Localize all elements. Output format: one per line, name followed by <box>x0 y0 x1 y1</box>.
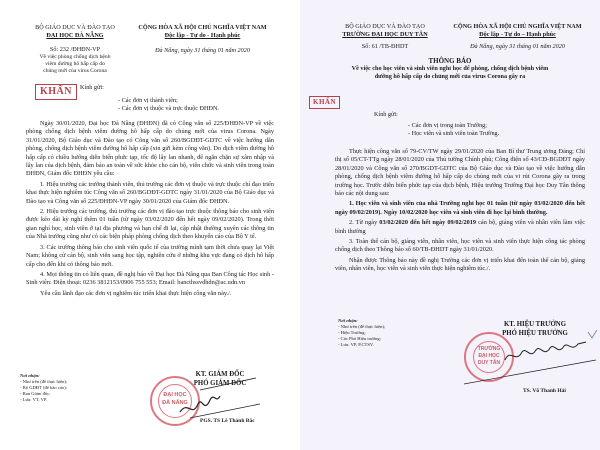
distribution-item: - Các Phó Hiệu trưởng; <box>338 336 381 341</box>
document-number: Số: 61 /TB-ĐHDT <box>361 43 409 50</box>
institution-name: TRƯỜNG ĐẠI HỌC DUY TÂN <box>342 31 428 38</box>
distribution-title: Nơi nhận: <box>20 373 40 378</box>
distribution-list <box>20 373 67 403</box>
header-right-block <box>445 23 590 51</box>
institution-name: ĐẠI HỌC ĐÀ NẴNG <box>46 32 104 39</box>
seal-text: DUY TÂN <box>477 360 501 366</box>
seal-text: ĐẠI HỌC <box>163 392 187 398</box>
subject-line: chủng mới của virus Corona <box>43 68 107 74</box>
item-paragraph: 1. Học viên và sinh viên của nhà Trường nghỉ học 01 tuần (từ ngày 03/02/2020 đến hết ngày 09/02/2019). Ngày 10/02/2020 học viên và sinh viên đi học lại bình thường. <box>335 200 585 216</box>
seal-text: ĐÀ NẴNG <box>162 400 188 406</box>
distribution-item: - Lưu: VT, VP. <box>20 397 48 402</box>
distribution-item: - Hiệu Trưởng; <box>338 330 366 335</box>
item-paragraph: 3. Các trường thông báo cho sinh viên quốc tế của trường mình tạm thời chưa quay lại Việt Nam; không cử cán bộ, sinh viên sang học tập, nghiên cứu ở những khu vực đang có dịch hô hấp cấp cho đến khi có thông báo mới. <box>26 243 274 268</box>
nation-name: CỘNG HÒA XÃ HỘI CHỦ NGHĨA VIỆT NAM <box>453 23 582 30</box>
signature-line-2: PHÓ HIỆU TRƯỞNG <box>502 329 568 337</box>
item-paragraph: 2. Hiệu trưởng các trường, thủ trưởng các đơn vị đào tạo trực thuộc thông báo cho sinh viên được kéo dài kỳ nghỉ thêm 01 tuần (từ ngày 03/02/2020 đến hết ngày 09/02/2020). Trong thời gian nghỉ học, sinh viên ở tại địa phương và hạn chế đi lại, cập nhật thường xuyên các thông tin của Nhà trường cũng như có các biện pháp phòng chống dịch theo khuyến cáo của Bộ Y tế. <box>26 208 274 241</box>
distribution-list <box>338 318 385 348</box>
notice-title: THÔNG BÁO <box>428 57 472 65</box>
signature-line-2: PHÓ GIÁM ĐỐC <box>193 379 247 387</box>
recipient-item: - Các đơn vị thành viên; <box>118 97 178 104</box>
urgent-stamp: KHẨN <box>309 96 340 109</box>
closing-paragraph: Yêu cầu lãnh đạo các đơn vị nghiêm túc triển khai thực hiện công văn này./. <box>40 289 232 297</box>
item-paragraph: 1. Hiệu trưởng các trường thành viên, thủ trưởng các đơn vị thuộc và trực thuộc chỉ đạo triển khai thực hiện nghiêm túc Công văn số 260/BGDĐT-GDTC ngày 31/01/2020 của Bộ Giáo dục và Đào tạo và Công văn số 225/ĐHĐN-VP ngày 30/01/2020 của Giám đốc ĐHĐN. <box>26 180 275 205</box>
recipient-item: - Các đơn vị trong toàn Trường; <box>408 122 487 129</box>
body-text <box>26 120 274 300</box>
ministry-name: BỘ GIÁO DỤC VÀ ĐÀO TẠO <box>345 23 425 30</box>
ministry-name: BỘ GIÁO DỤC VÀ ĐÀO TẠO <box>35 24 115 31</box>
recipient-item: - Học viên và sinh viên toàn Trường. <box>408 130 500 137</box>
document-dtu <box>300 0 600 450</box>
recipient-list <box>408 122 499 138</box>
nation-name: CỘNG HÒA XÃ HỘI CHỦ NGHĨA VIỆT NAM <box>138 24 267 31</box>
distribution-item: - Ban Giám đốc; <box>20 391 51 396</box>
intro-paragraph: Thực hiện công văn số 79-CV/TW ngày 29/01/2020 của Ban Bí thư Trung ương Đảng; Chỉ thị số 05/CT-TTg ngày 28/01/2020 của Thủ tướng Chính phủ; Công điện số 43/CĐ-BGDĐT ngày 28/01/2020 và Công văn số 270/BGDT-GDTC của Bộ Giáo dục và Đào tạo về việc hướng dẫn phòng, chống dịch bệnh viêm đường hô hấp cấp do chủng mới của vi rút Corona gây ra trong trường học. Trước diễn biến phức tạp của dịch bệnh, Hiệu trưởng Trường Đại học Duy Tân thông báo các nội dung sau: <box>335 148 585 198</box>
distribution-item: - Bộ GDĐT (để báo cáo); <box>20 385 67 390</box>
item-paragraph: 3. Toàn thể cán bộ, giảng viên, nhân viên, học viên và sinh viên thực hiện công tác phòng chống dịch theo Thông báo số 60/TB-ĐHDT ngày 31/01/2020. <box>335 238 585 254</box>
recipient-item: - Các đơn vị thuộc và trực thuộc ĐHĐN. <box>118 105 219 112</box>
subject-line: Về việc phòng chống dịch bệnh <box>39 54 111 60</box>
signature-line-1: KT. GIÁM ĐỐC <box>195 371 245 378</box>
body-text <box>335 148 585 276</box>
recipient-list <box>118 97 219 113</box>
motto: Độc lập - Tự do - Hạnh phúc <box>164 32 241 39</box>
intro-paragraph: Ngày 30/01/2020, Đại học Đà Nẵng (ĐHĐN) đã có Công văn số 225/ĐHĐN-VP về việc phòng chống dịch bệnh viêm đường hô hấp cấp do chủng mới của virus Corona. Ngày 31/01/2020, Bộ Giáo dục và Đào tạo có Công văn số 260/BGDĐT-GDTC về việc hướng dẫn phòng, chống dịch bệnh viêm đường hô hấp cấp (xin gửi kèm công văn). Do dịch viêm đường hô hấp cấp có chiều hướng diễn biến phức tạp, tốc độ lây lan nhanh, để ngăn chặn sự xâm nhập và lây lan của dịch bệnh, đảm bảo an toàn về sức khỏe cho cán bộ, viên chức và sinh viên trong toàn ĐHĐN, Giám đốc ĐHĐN yêu cầu: <box>26 120 274 178</box>
signer-name: TS. Võ Thanh Hải <box>523 388 566 394</box>
closing-paragraph: Nhận được Thông báo này đề nghị Trường các đơn vị triển khai đến toàn thể cán bộ, giảng viên, nhân viên, học viên và sinh viên thực hiện nghiêm túc./. <box>335 256 585 273</box>
header-right-block <box>125 24 280 55</box>
motto: Độc lập - Tự do – Hạnh phúc <box>479 31 556 38</box>
distribution-item: - Như trên (để thực hiện); <box>20 379 68 384</box>
greeting: Kính gửi: <box>80 84 104 91</box>
urgent-stamp: KHẨN <box>35 84 77 100</box>
header-left-block <box>330 23 440 51</box>
item-paragraph: 4. Mọi thông tin có liên quan, đề nghị báo về Đại học Đà Nẵng qua Ban Công tác Học sinh - Sinh viên: Điện thoại: 0236 3812153/0906 755 553; Email: bancthssvdhdn@ac.udn.vn <box>26 270 274 287</box>
signature-line-1: KT. HIỆU TRƯỞNG <box>504 321 566 328</box>
subject-line: viêm đường hô hấp cấp do <box>45 61 105 67</box>
document-date: Đà Nẵng, ngày 31 tháng 01 năm 2020 <box>155 47 250 54</box>
signer-name: PGS. TS Lê Thành Bắc <box>200 418 255 424</box>
notice-title-block <box>300 57 600 81</box>
header-left-block <box>20 24 130 75</box>
handwritten-signature <box>460 330 600 390</box>
seal-text: ĐẠI HỌC <box>478 353 500 359</box>
distribution-item: - Như trên (để thực hiện); <box>338 324 386 329</box>
document-number: Số: 232 /ĐHĐN-VP <box>49 46 101 53</box>
distribution-item: - Lưu: VP, P.CTSV. <box>338 342 374 347</box>
greeting: Kính gửi: <box>374 111 398 118</box>
notice-subject: Về việc cho học viên và sinh viên nghỉ học để phòng, chống dịch bệnh viêm <box>351 65 549 72</box>
seal-text: TRƯỜNG <box>477 346 501 352</box>
distribution-title: Nơi nhận: <box>338 318 358 323</box>
document-date: Đà Nẵng, ngày 31 tháng 01 năm 2020 <box>470 43 565 50</box>
item-paragraph: 2. Từ ngày 03/02/2020 đến hết ngày 09/02/2019 cán bộ, giảng viên và nhân viên làm việc bình thường <box>335 219 585 235</box>
notice-subject: đường hô hấp cấp do chủng mới của virus Corona gây ra <box>374 73 526 80</box>
